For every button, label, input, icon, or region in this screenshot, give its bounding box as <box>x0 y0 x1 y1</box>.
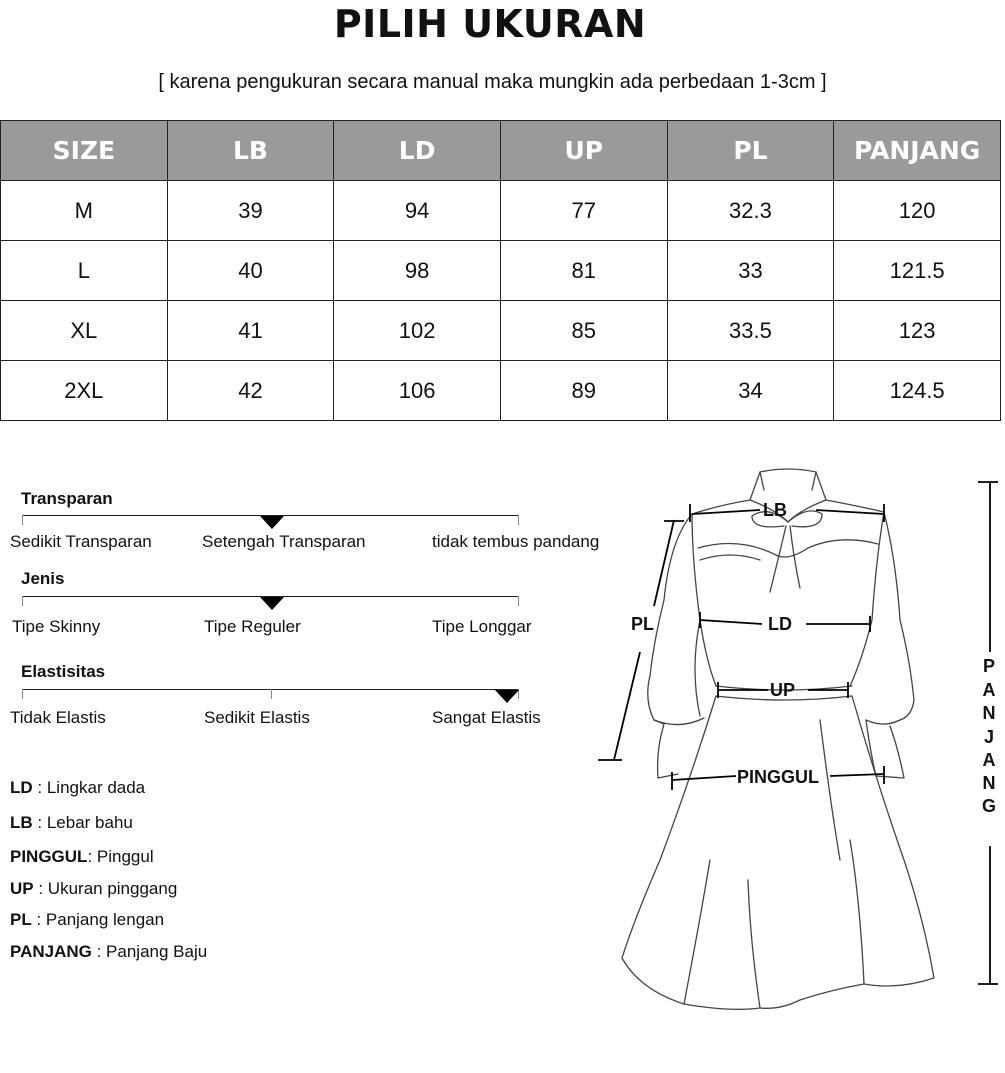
legend-sep: : <box>87 847 97 866</box>
header-cell: PL <box>667 121 834 181</box>
table-cell: 33.5 <box>667 301 834 361</box>
table-cell: 34 <box>667 361 834 421</box>
table-row <box>1 241 1001 301</box>
table-cell: 85 <box>500 301 667 361</box>
legend-sep: : <box>32 813 47 832</box>
table-cell: 32.3 <box>667 181 834 241</box>
table-row <box>1 301 1001 361</box>
legend-sep: : <box>91 942 107 961</box>
scale-option: tidak tembus pandang <box>432 532 600 551</box>
table-cell: XL <box>1 301 168 361</box>
legend-abbr: PINGGUL <box>10 847 88 866</box>
legend-desc: Panjang Baju <box>106 942 208 961</box>
header-cell: UP <box>500 121 667 181</box>
table-cell: 102 <box>334 301 501 361</box>
scale-tick <box>271 689 272 699</box>
table-cell: L <box>1 241 168 301</box>
scale-tick <box>22 596 23 606</box>
legend-desc: Lebar bahu <box>46 813 133 832</box>
scale-marker <box>260 516 284 529</box>
table-cell: 124.5 <box>834 361 1001 421</box>
scale-marker <box>495 690 519 703</box>
measure-label-pinggul: PINGGUL <box>737 767 820 787</box>
legend-sep: : <box>33 879 48 898</box>
legend-sep: : <box>32 778 47 797</box>
measure-label-panjang-letter: A <box>982 680 996 700</box>
page-subtitle: [ karena pengukuran secara manual maka mungkin ada perbedaan 1-3cm ] <box>158 71 827 93</box>
table-cell: 106 <box>334 361 501 421</box>
legend-abbr: UP <box>10 879 34 898</box>
measure-label-panjang-letter: N <box>982 773 996 793</box>
table-cell: 33 <box>667 241 834 301</box>
scale-label-jenis: Jenis <box>21 569 65 588</box>
table-cell: 123 <box>834 301 1001 361</box>
table-cell: 2XL <box>1 361 168 421</box>
header-cell: SIZE <box>1 121 168 181</box>
legend-abbr: PL <box>10 910 32 929</box>
size-table <box>0 120 1001 421</box>
scale-option: Tipe Longgar <box>432 617 532 636</box>
legend-sep: : <box>31 910 46 929</box>
table-cell: 41 <box>167 301 334 361</box>
scale-option: Tipe Reguler <box>204 617 301 636</box>
measure-label-up: UP <box>770 680 796 700</box>
table-cell: 98 <box>334 241 501 301</box>
scale-option: Sedikit Elastis <box>204 708 310 727</box>
table-cell: 81 <box>500 241 667 301</box>
table-header-row <box>1 121 1001 181</box>
scale-option: Tidak Elastis <box>10 708 106 727</box>
scale-marker <box>260 597 284 610</box>
table-cell: 94 <box>334 181 501 241</box>
scale-tick <box>22 515 23 525</box>
table-cell: 39 <box>167 181 334 241</box>
measure-label-panjang-letter: J <box>983 727 994 747</box>
scale-option: Sedikit Transparan <box>10 532 152 551</box>
page-title: PILIH UKURAN <box>333 2 647 46</box>
table-cell: 77 <box>500 181 667 241</box>
scale-tick <box>518 515 519 525</box>
header-cell: LD <box>334 121 501 181</box>
table-cell: 42 <box>167 361 334 421</box>
legend-item <box>10 910 164 930</box>
legend-item <box>10 813 133 833</box>
legend-abbr: PANJANG <box>10 942 92 961</box>
scale-label-elastisitas: Elastisitas <box>21 662 106 681</box>
header-cell: LB <box>167 121 334 181</box>
scale-option: Tipe Skinny <box>12 617 101 636</box>
measure-label-pl: PL <box>631 614 655 634</box>
dress-illustration <box>595 460 1005 1020</box>
table-row <box>1 361 1001 421</box>
measure-label-panjang-letter: P <box>982 656 995 676</box>
legend-abbr: LB <box>10 813 33 832</box>
measure-label-lb: LB <box>763 500 787 520</box>
table-cell: 121.5 <box>834 241 1001 301</box>
legend-desc: Panjang lengan <box>45 910 165 929</box>
table-cell: M <box>1 181 168 241</box>
table-cell: 89 <box>500 361 667 421</box>
legend-item <box>10 942 207 962</box>
scale-label-transparan: Transparan <box>21 489 113 508</box>
table-cell: 40 <box>167 241 334 301</box>
scale-tick <box>22 689 23 699</box>
table-row <box>1 181 1001 241</box>
legend-abbr: LD <box>10 778 33 797</box>
legend-item <box>10 847 154 867</box>
legend-item <box>10 879 177 899</box>
legend-item <box>10 778 145 798</box>
measure-label-panjang-letter: A <box>982 750 996 770</box>
header-cell: PANJANG <box>834 121 1001 181</box>
legend-desc: Pinggul <box>96 847 154 866</box>
measure-label-ld: LD <box>768 614 792 634</box>
measure-label-panjang-letter: N <box>982 703 996 723</box>
scale-tick <box>518 596 519 606</box>
measure-label-panjang-letter: G <box>981 796 996 816</box>
legend-desc: Ukuran pinggang <box>47 879 178 898</box>
table-cell: 120 <box>834 181 1001 241</box>
scale-option: Setengah Transparan <box>202 532 366 551</box>
legend-desc: Lingkar dada <box>46 778 146 797</box>
scale-option: Sangat Elastis <box>432 708 541 727</box>
